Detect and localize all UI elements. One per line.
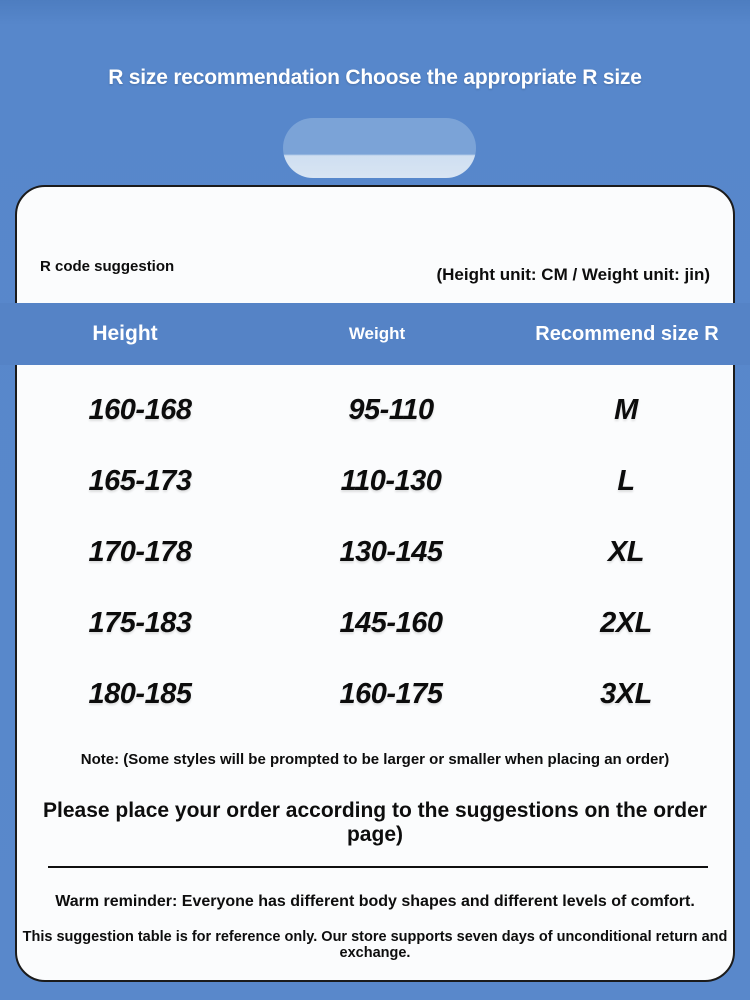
size-value: 3XL — [600, 678, 652, 710]
height-value: 165-173 — [88, 465, 192, 497]
table-row — [17, 659, 733, 730]
size-value: L — [617, 465, 635, 497]
size-value: M — [614, 394, 638, 426]
divider-line — [48, 866, 708, 868]
table-row — [17, 517, 733, 588]
warm-reminder: Warm reminder: Everyone has different body shapes and different levels of comfort. — [55, 893, 695, 910]
height-value: 175-183 — [88, 607, 192, 639]
table-header-band — [0, 303, 750, 365]
units-label: (Height unit: CM / Weight unit: jin) — [436, 265, 710, 284]
column-header-height: Height — [92, 322, 158, 345]
order-instruction: Please place your order according to the suggestions on the order page) — [43, 799, 707, 846]
weight-value: 130-145 — [339, 536, 443, 568]
weight-value: 110-130 — [340, 465, 442, 497]
column-header-weight: Weight — [348, 324, 406, 343]
card-heading: R code suggestion — [40, 258, 175, 275]
height-value: 180-185 — [88, 678, 192, 710]
table-row — [17, 588, 733, 659]
height-value: 170-178 — [88, 536, 192, 568]
column-header-recommend-size: Recommend size R — [535, 322, 719, 345]
size-value: 2XL — [600, 607, 652, 639]
height-value: 160-168 — [88, 394, 192, 426]
weight-value: 95-110 — [348, 394, 434, 426]
table-row — [17, 446, 733, 517]
table-row — [17, 375, 733, 446]
size-value: XL — [607, 536, 645, 568]
weight-value: 160-175 — [339, 678, 443, 710]
page-title: R size recommendation Choose the appropriate R size — [108, 66, 642, 89]
weight-value: 145-160 — [339, 607, 443, 639]
order-note: Note: (Some styles will be prompted to be larger or smaller when placing an order) — [80, 751, 670, 768]
reference-disclaimer: This suggestion table is for reference only. Our store supports seven days of unconditional return and exchange. — [22, 929, 728, 961]
decorative-pill-graphic — [283, 118, 476, 178]
size-table-body — [17, 375, 733, 730]
